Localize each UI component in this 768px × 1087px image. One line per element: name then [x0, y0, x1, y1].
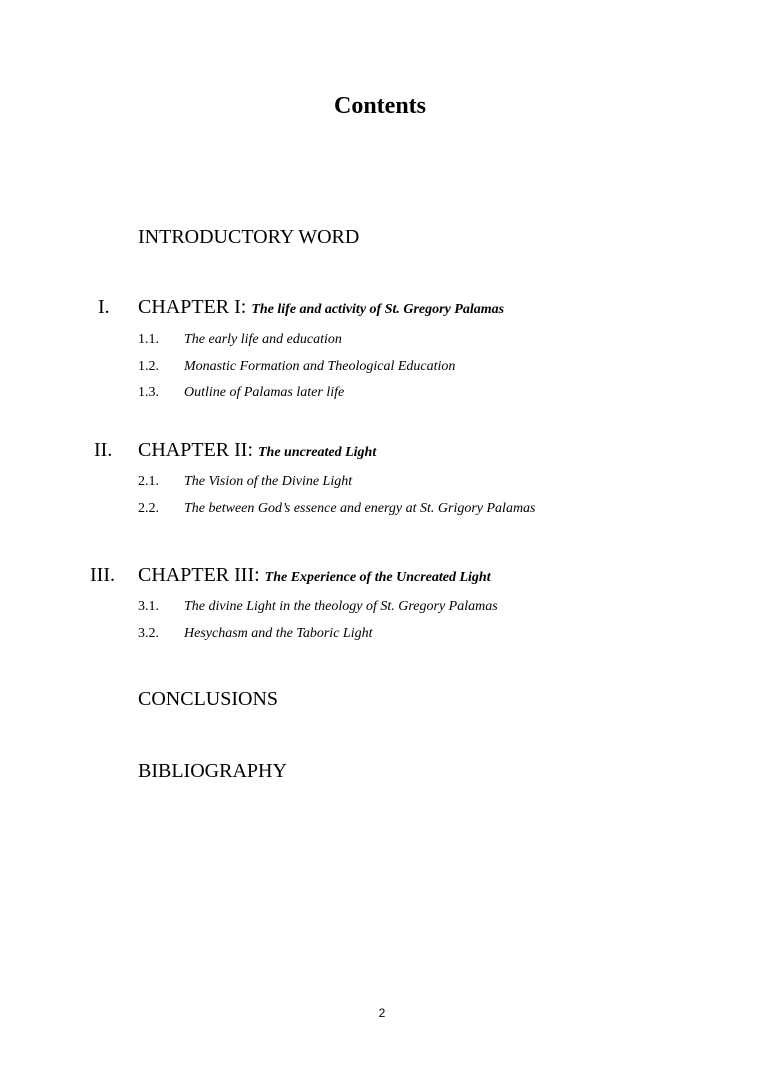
section-1-3-number: 1.3. [138, 385, 159, 400]
page-number-text: 2 [378, 1006, 386, 1020]
toc-introductory-word[interactable]: INTRODUCTORY WORD [138, 226, 360, 248]
toc-section-3-1[interactable]: The divine Light in the theology of St. Gregory Palamas [184, 599, 498, 614]
chapter-1-subtitle: The life and activity of St. Gregory Palamas [251, 302, 505, 317]
toc-chapter-1[interactable] [138, 294, 504, 323]
chapter-1-label: CHAPTER I: [138, 296, 252, 318]
section-3-2-number: 3.2. [138, 626, 159, 641]
page-title: Contents [334, 93, 427, 119]
chapter-2-label: CHAPTER II: [138, 439, 258, 461]
toc-section-2-2[interactable]: The between God’s essence and energy at St. Grigory Palamas [184, 501, 536, 516]
chapter-3-label: CHAPTER III: [138, 564, 265, 586]
section-1-1-number: 1.1. [138, 332, 159, 347]
toc-section-1-2[interactable]: Monastic Formation and Theological Education [184, 359, 456, 374]
page-number [0, 1005, 768, 1021]
toc-section-3-2[interactable]: Hesychasm and the Taboric Light [184, 626, 373, 641]
section-2-1-number: 2.1. [138, 474, 159, 489]
toc-section-1-1[interactable]: The early life and education [184, 332, 342, 347]
section-3-1-number: 3.1. [138, 599, 159, 614]
toc-section-2-1[interactable]: The Vision of the Divine Light [184, 474, 353, 489]
toc-section-1-3[interactable]: Outline of Palamas later life [184, 385, 345, 400]
toc-conclusions[interactable]: CONCLUSIONS [138, 688, 279, 710]
chapter-3-subtitle: The Experience of the Uncreated Light [264, 570, 491, 585]
chapter-2-roman: II. [94, 439, 113, 461]
chapter-1-roman: I. [98, 296, 110, 318]
chapter-3-roman: III. [90, 564, 115, 586]
toc-chapter-3[interactable] [138, 562, 491, 591]
toc-chapter-2[interactable] [138, 437, 376, 466]
chapter-2-subtitle: The uncreated Light [258, 445, 377, 460]
toc-bibliography[interactable]: BIBLIOGRAPHY [138, 760, 287, 782]
section-2-2-number: 2.2. [138, 501, 159, 516]
section-1-2-number: 1.2. [138, 359, 159, 374]
